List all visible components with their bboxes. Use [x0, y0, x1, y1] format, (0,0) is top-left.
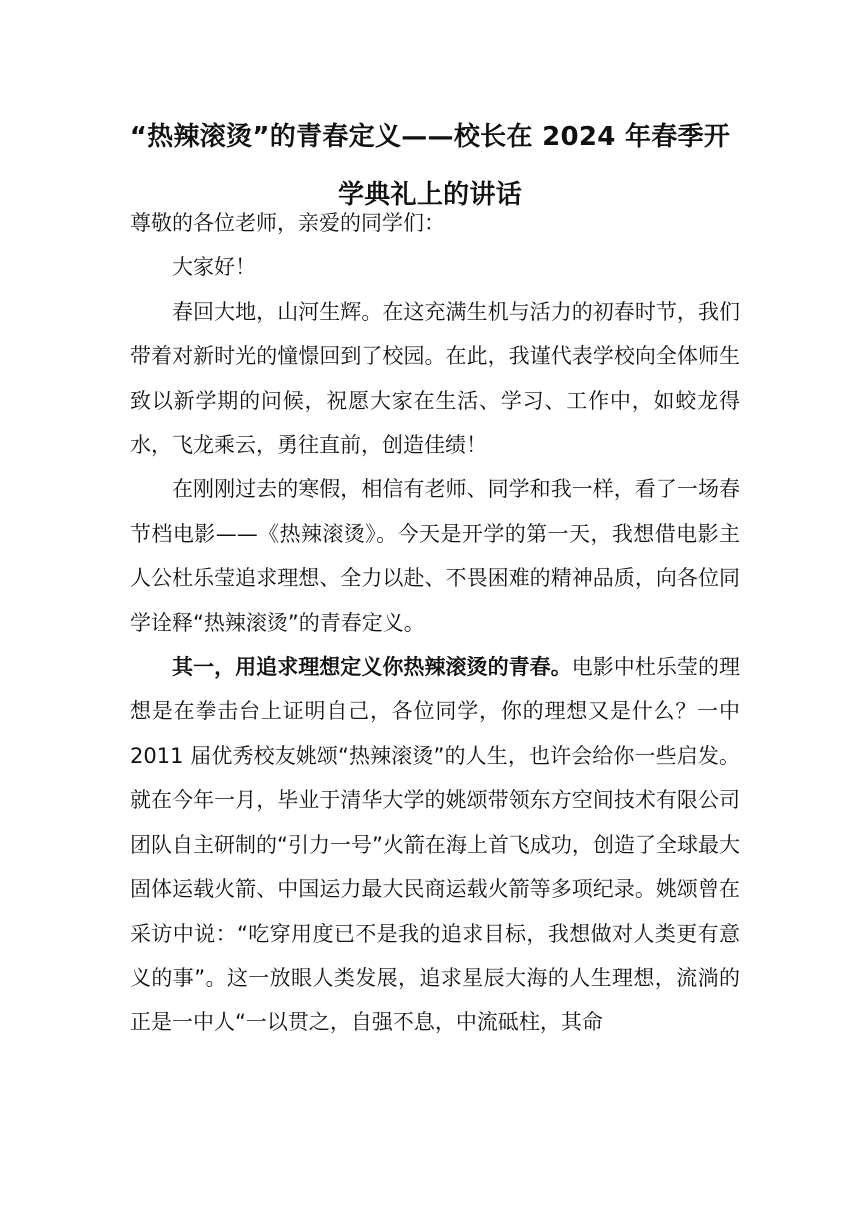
- section-heading: 其一，用追求理想定义你热辣滚烫的青春。: [172, 655, 572, 680]
- greeting: 大家好！: [172, 255, 256, 280]
- salutation: 尊敬的各位老师，亲爱的同学们：: [130, 211, 445, 235]
- document-title: “热辣滚烫”的青春定义——校长在 2024 年春季开学典礼上的讲话: [129, 122, 731, 210]
- document-body: [130, 201, 740, 1045]
- paragraph: 春回大地，山河生辉。在这充满生机与活力的初春时节，我们带着对新时光的憧憬回到了校园。在此，我谨代表学校向全体师生致以新学期的问候，祝愿大家在生活、学习、工作中，如蛟龙得水，飞龙乘云，勇往直前，创造佳绩！: [130, 299, 740, 458]
- paragraph: 在刚刚过去的寒假，相信有老师、同学和我一样，看了一场春节档电影——《热辣滚烫》。今天是开学的第一天，我想借电影主人公杜乐莹追求理想、全力以赴、不畏困难的精神品质，向各位同学诠释“热辣滚烫”的青春定义。: [130, 477, 740, 635]
- section-paragraph: [130, 645, 740, 1045]
- section-text: 电影中杜乐莹的理想是在拳击台上证明自己，各位同学，你的理想又是什么？一中 2011 届优秀校友姚颂“热辣滚烫”的人生，也许会给你一些启发。就在今年一月，毕业于清华大学的姚颂带领东方空间技术有限公司团队自主研制的“引力一号”火箭在海上首飞成功，创造了全球最大固体运载火箭、中国运力最大民商运载火箭等多项纪录。姚颂曾在采访中说：“吃穿用度已不是我的追求目标，我想做对人类更有意义的事”。这一放眼人类发展，追求星辰大海的人生理想，流淌的正是一中人“一以贯之，自强不息，中流砥柱，其命: [130, 655, 741, 1035]
